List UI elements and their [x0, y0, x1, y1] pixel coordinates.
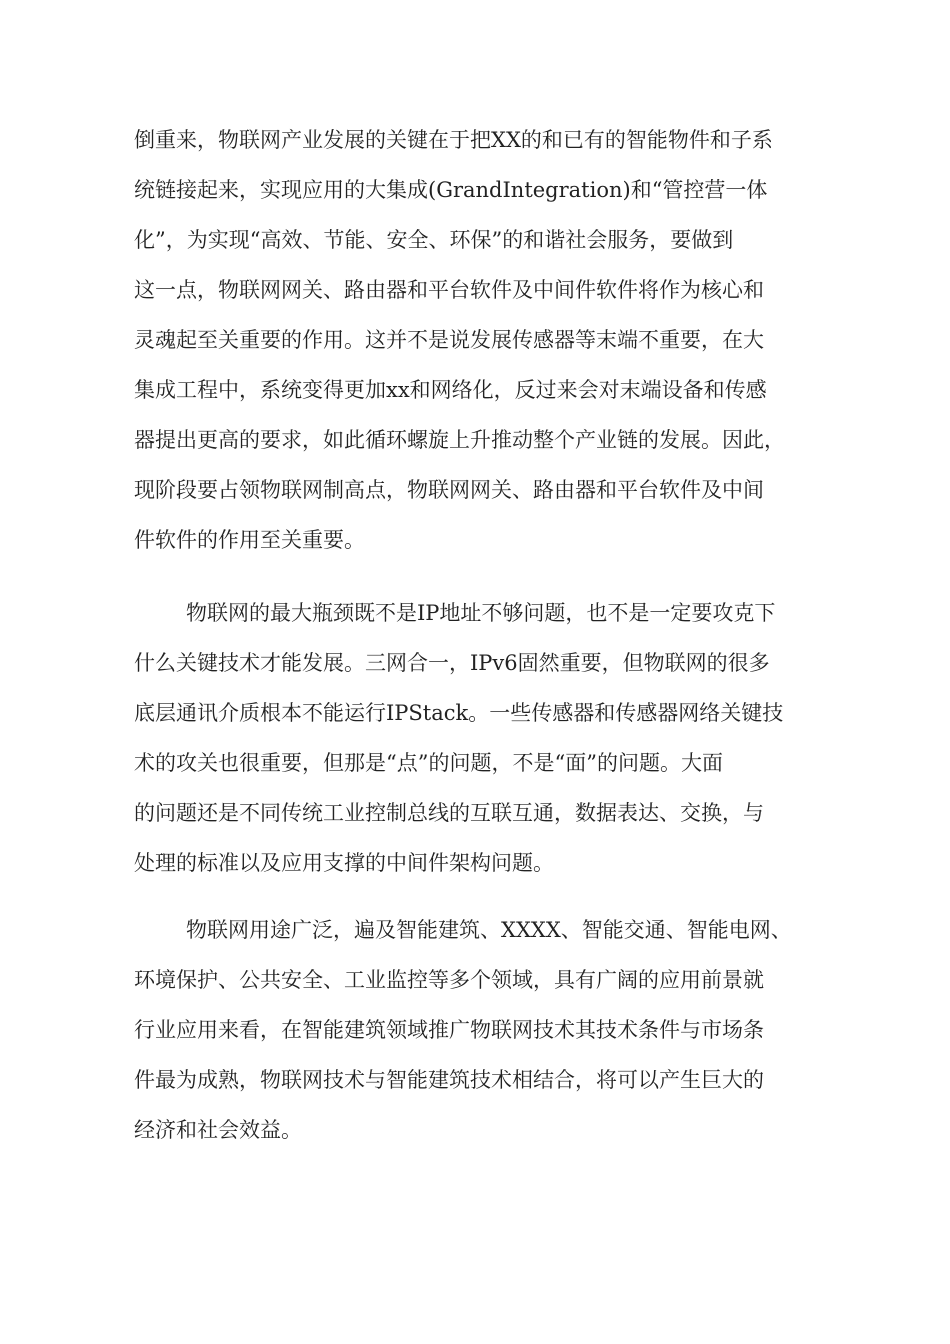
paragraph-line: 这一点，物联网网关、路由器和平台软件及中间件软件将作为核心和: [134, 278, 764, 302]
paragraph-line: 件最为成熟，物联网技术与智能建筑技术相结合，将可以产生巨大的: [134, 1068, 764, 1092]
paragraph-line: 统链接起来，实现应用的大集成(GrandIntegration)和“管控营一体: [134, 178, 768, 202]
paragraph-line: 化”，为实现“高效、节能、安全、环保”的和谐社会服务，要做到: [134, 228, 734, 252]
paragraph-line: 术的攻关也很重要，但那是“点”的问题，不是“面”的问题。大面: [134, 751, 723, 775]
paragraph-line: 灵魂起至关重要的作用。这并不是说发展传感器等末端不重要，在大: [134, 328, 764, 352]
paragraph-line: 的问题还是不同传统工业控制总线的互联互通，数据表达、交换，与: [134, 801, 764, 825]
paragraph-line: 行业应用来看，在智能建筑领域推广物联网技术其技术条件与市场条: [134, 1018, 764, 1042]
paragraph-3: [134, 905, 792, 1155]
paragraph-line: 底层通讯介质根本不能运行IPStack。一些传感器和传感器网络关键技: [134, 701, 784, 725]
paragraph-line: 什么关键技术才能发展。三网合一，IPv6固然重要，但物联网的很多: [134, 651, 770, 675]
paragraph-line: 件软件的作用至关重要。: [134, 528, 365, 552]
paragraph-1: [134, 115, 785, 565]
paragraph-line: 经济和社会效益。: [134, 1118, 302, 1142]
paragraph-line: 现阶段要占领物联网制高点，物联网网关、路由器和平台软件及中间: [134, 478, 764, 502]
paragraph-line: 物联网用途广泛，遍及智能建筑、XXXX、智能交通、智能电网、: [186, 918, 792, 942]
paragraph-line: 器提出更高的要求，如此循环螺旋上升推动整个产业链的发展。因此，: [134, 428, 785, 452]
paragraph-line: 物联网的最大瓶颈既不是IP地址不够问题，也不是一定要攻克下: [186, 601, 776, 625]
paragraph-line: 集成工程中，系统变得更加xx和网络化，反过来会对末端设备和传感: [134, 378, 767, 402]
paragraph-line: 环境保护、公共安全、工业监控等多个领域，具有广阔的应用前景就: [134, 968, 764, 992]
paragraph-line: 倒重来，物联网产业发展的关键在于把XX的和已有的智能物件和子系: [134, 128, 773, 152]
paragraph-line: 处理的标准以及应用支撑的中间件架构问题。: [134, 851, 554, 875]
paragraph-2: [134, 588, 783, 888]
